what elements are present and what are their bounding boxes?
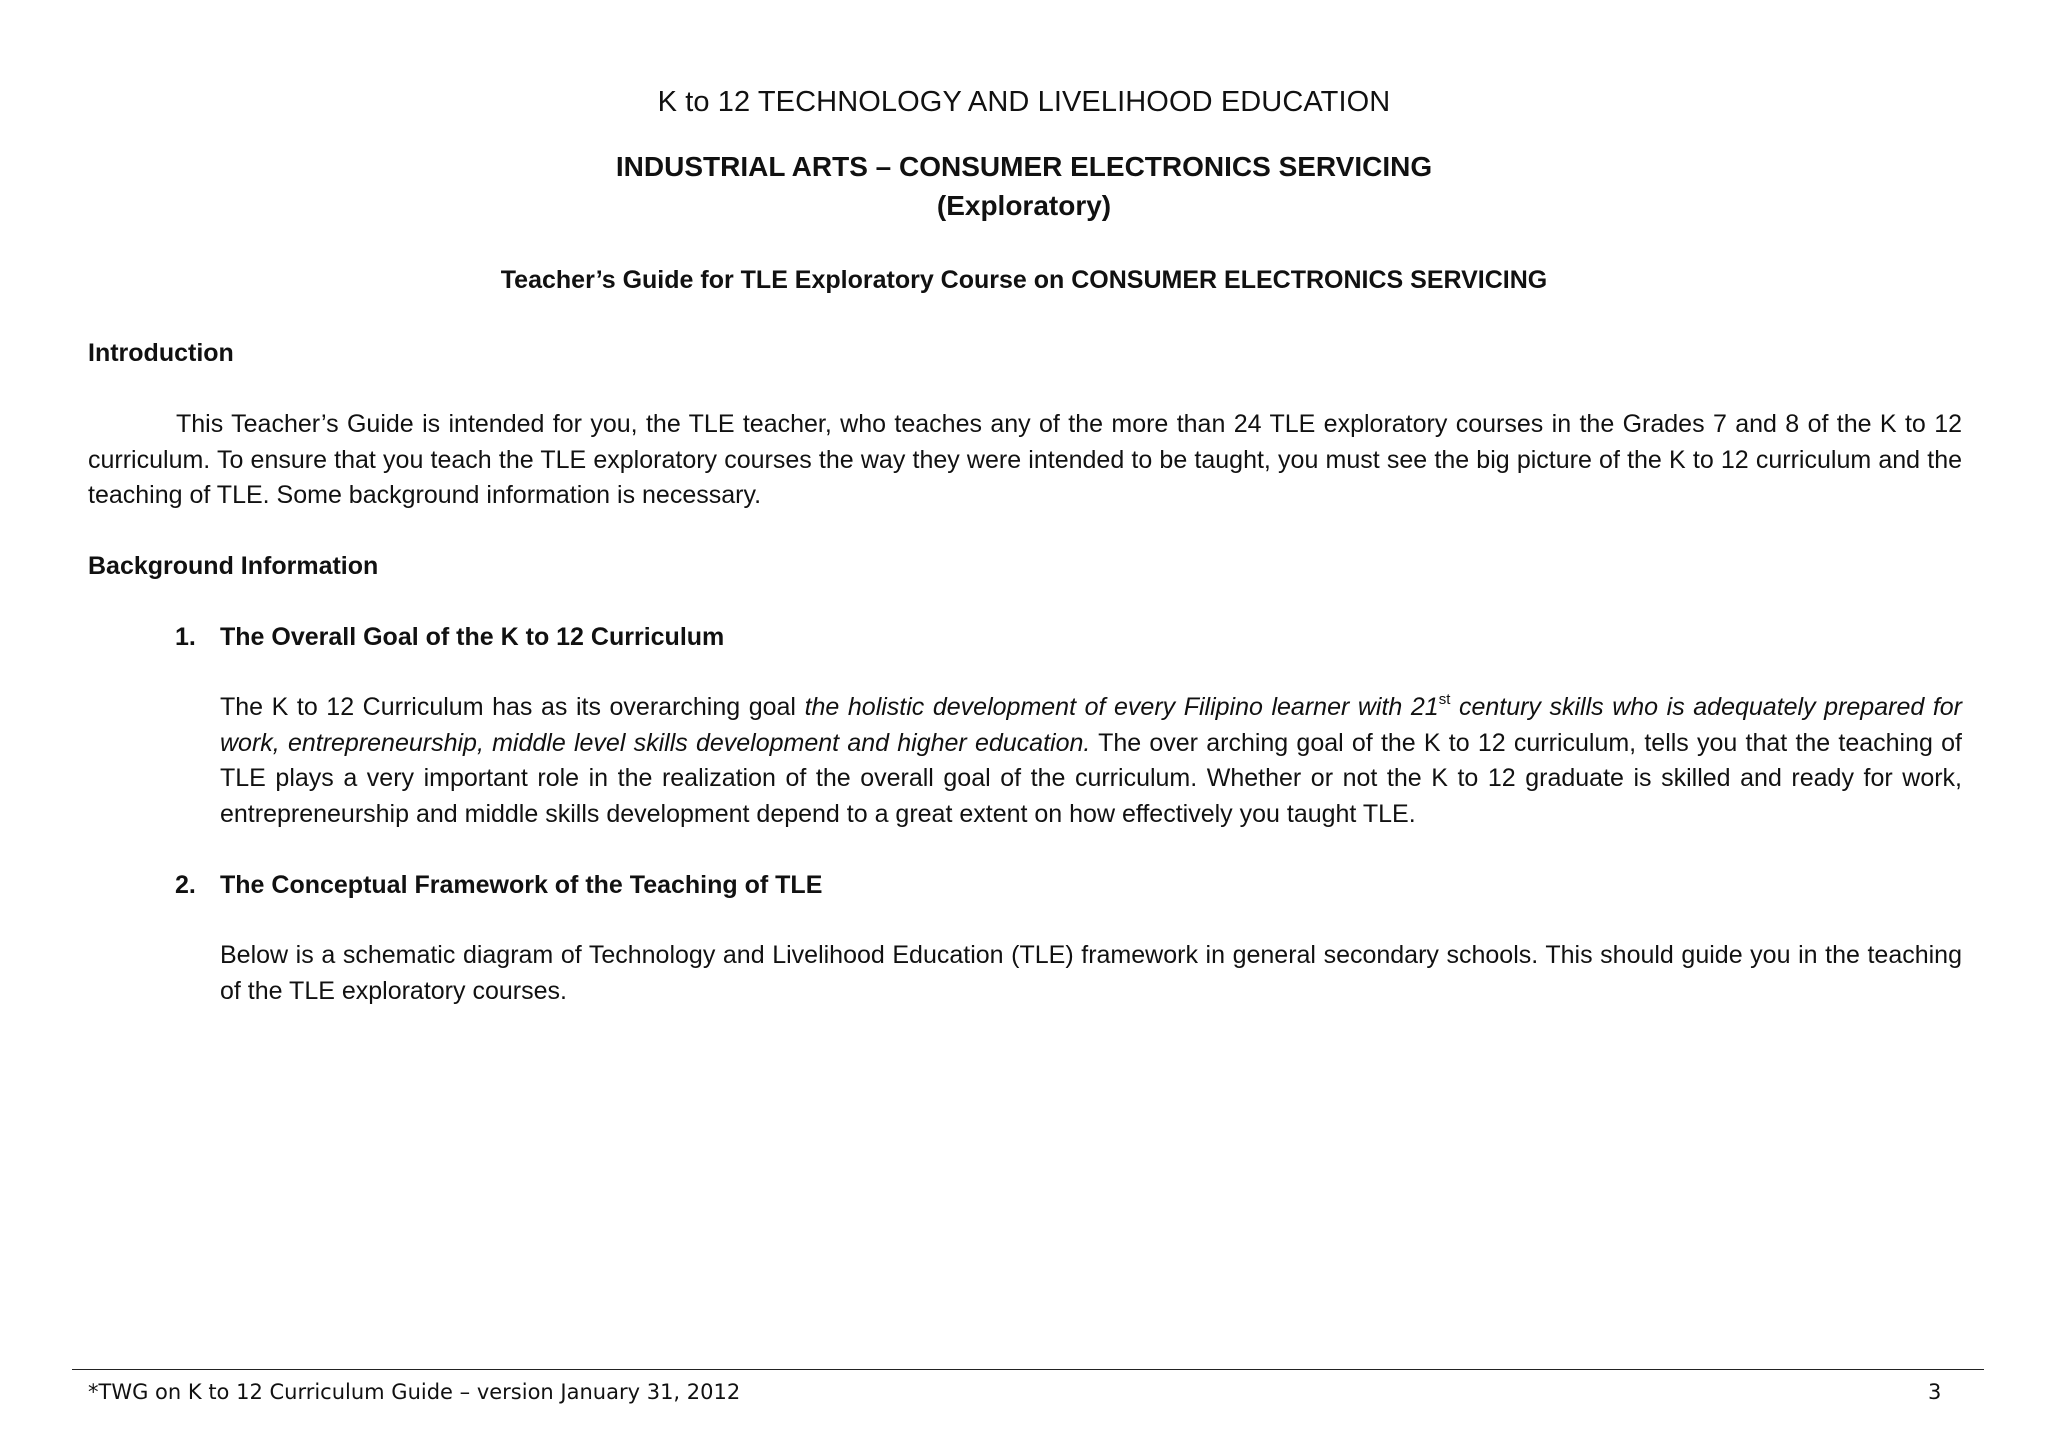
list-item-overall-goal-heading <box>175 623 724 652</box>
list-item-title: The Conceptual Framework of the Teaching of TLE <box>220 871 823 899</box>
overall-goal-italic-a: the holistic development of every Filipino learner with 21 <box>804 693 1439 721</box>
ordinal-superscript: st <box>1438 691 1451 708</box>
background-heading: Background Information <box>88 552 379 580</box>
page-number: 3 <box>1928 1380 1942 1404</box>
list-number: 1. <box>175 623 196 651</box>
overall-goal-italic-b: century skills who is adequately prepared for work, entrepreneurship, middle level skills development and higher education. <box>220 693 1962 757</box>
introduction-heading: Introduction <box>88 339 234 367</box>
footer-divider <box>72 1369 1984 1370</box>
footer-note: *TWG on K to 12 Curriculum Guide – version January 31, 2012 <box>88 1380 741 1404</box>
document-subject-title: INDUSTRIAL ARTS – CONSUMER ELECTRONICS SERVICING <box>615 151 1433 182</box>
document-course-type: (Exploratory) <box>936 190 1112 221</box>
list-item-conceptual-framework-heading <box>175 871 822 900</box>
teachers-guide-title: Teacher’s Guide for TLE Exploratory Course on CONSUMER ELECTRONICS SERVICING <box>500 266 1548 294</box>
list-number: 2. <box>175 871 196 899</box>
list-item-title: The Overall Goal of the K to 12 Curriculum <box>220 623 725 651</box>
conceptual-framework-paragraph: Below is a schematic diagram of Technology and Livelihood Education (TLE) framework in general secondary schools. This should guide you in the teaching of the TLE exploratory courses. <box>220 941 1962 1005</box>
overall-goal-tail: The over arching goal of the K to 12 curriculum, tells you that the teaching of TLE plays a very important role in the realization of the overall goal of the curriculum. Whether or not the K to 12 graduate is skilled and ready for work, entrepreneurship and middle skills development depend to a great extent on how effectively you taught TLE. <box>220 728 1962 828</box>
overall-goal-paragraph <box>220 690 1962 832</box>
introduction-paragraph: This Teacher’s Guide is intended for you, the TLE teacher, who teaches any of the more than 24 TLE exploratory courses in the Grades 7 and 8 of the K to 12 curriculum. To ensure that you teach the TLE exploratory courses the way they were intended to be taught, you must see the big picture of the K to 12 curriculum and the teaching of TLE. Some background information is necessary. <box>88 410 1962 509</box>
overall-goal-lead: The K to 12 Curriculum has as its overarching goal <box>220 693 805 721</box>
document-header-title: K to 12 TECHNOLOGY AND LIVELIHOOD EDUCATION <box>657 86 1391 118</box>
